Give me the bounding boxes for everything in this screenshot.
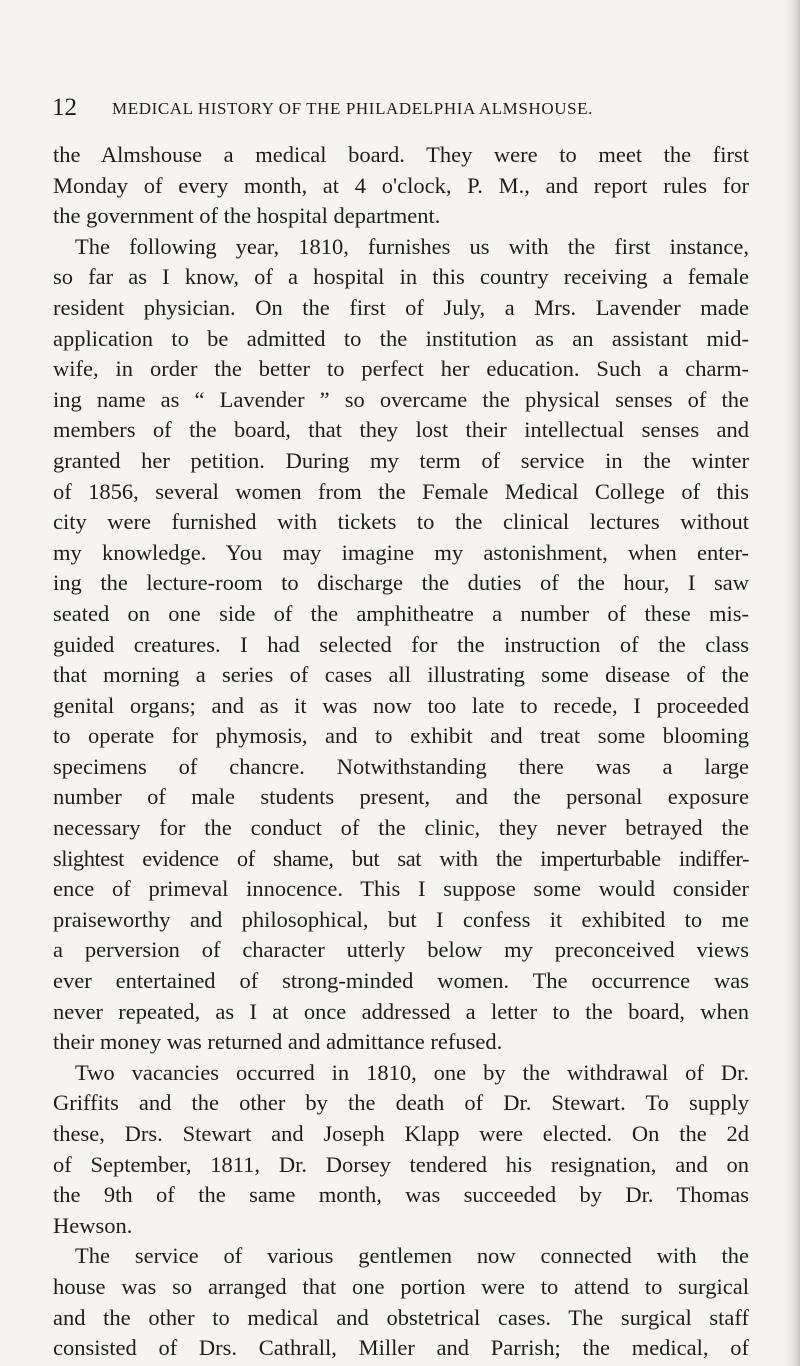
text-line: that morning a series of cases all illustrating some disease of the	[53, 662, 749, 688]
text-line: to operate for phymosis, and to exhibit and treat some blooming	[53, 723, 749, 749]
page-header	[52, 92, 752, 124]
page-number: 12	[52, 94, 77, 121]
text-line: granted her petition. During my term of service in the winter	[53, 447, 749, 473]
text-line: praiseworthy and philosophical, but I confess it exhibited to me	[53, 906, 749, 932]
text-line: my knowledge. You may imagine my astonishment, when enter-	[53, 539, 749, 565]
text-line: specimens of chancre. Notwithstanding there was a large	[53, 753, 749, 779]
text-line: Two vacancies occurred in 1810, one by the withdrawal of Dr.	[75, 1059, 749, 1085]
text-line: ever entertained of strong-minded women. The occurrence was	[53, 968, 749, 994]
text-line: their money was returned and admittance refused.	[53, 1029, 503, 1055]
text-line: house was so arranged that one portion were to attend to surgical	[53, 1273, 749, 1299]
text-line: these, Drs. Stewart and Joseph Klapp were elected. On the 2d	[53, 1121, 749, 1146]
text-line: never repeated, as I at once addressed a letter to the board, when	[53, 998, 749, 1024]
text-line: ing the lecture-room to discharge the duties of the hour, I saw	[53, 570, 749, 596]
page-edge-shadow	[784, 0, 800, 1366]
text-line: and the other to medical and obstetrical cases. The surgical staff	[53, 1304, 749, 1330]
text-line: The following year, 1810, furnishes us with the first instance,	[75, 233, 749, 259]
text-line: resident physician. On the first of July, a Mrs. Lavender made	[53, 294, 749, 320]
text-line: the government of the hospital department.	[53, 203, 441, 229]
text-line: guided creatures. I had selected for the instruction of the class	[53, 631, 749, 657]
text-line: the Almshouse a medical board. They were to meet the first	[53, 142, 749, 167]
text-line: The service of various gentlemen now connected with the	[75, 1243, 749, 1269]
text-line: necessary for the conduct of the clinic, they never betrayed the	[53, 815, 749, 841]
text-line: so far as I know, of a hospital in this country receiving a female	[53, 264, 749, 290]
text-line: city were furnished with tickets to the clinical lectures without	[53, 509, 749, 535]
text-line: the 9th of the same month, was succeeded by Dr. Thomas	[53, 1182, 749, 1208]
text-line: genital organs; and as it was now too late to recede, I proceeded	[53, 692, 749, 718]
text-line: number of male students present, and the personal exposure	[53, 784, 749, 810]
text-line: seated on one side of the amphitheatre a number of these mis-	[53, 600, 749, 626]
text-line: a perversion of character utterly below my preconceived views	[53, 937, 749, 963]
text-line: application to be admitted to the institution as an assistant mid-	[53, 325, 749, 351]
text-line: ence of primeval innocence. This I suppose some would consider	[53, 876, 749, 902]
text-line: wife, in order the better to perfect her education. Such a charm-	[53, 356, 749, 382]
body-text	[53, 140, 749, 1364]
text-line: of 1856, several women from the Female Medical College of this	[53, 478, 749, 504]
text-line: Monday of every month, at 4 o'clock, P. M., and report rules for	[53, 172, 749, 198]
text-line: Hewson.	[53, 1212, 133, 1238]
text-line: Griffits and the other by the death of Dr. Stewart. To supply	[53, 1090, 749, 1116]
running-head: MEDICAL HISTORY OF THE PHILADELPHIA ALMSHOUSE.	[112, 99, 593, 118]
text-line: of September, 1811, Dr. Dorsey tendered his resignation, and on	[53, 1151, 749, 1177]
text-line: consisted of Drs. Cathrall, Miller and Parrish; the medical, of	[53, 1335, 749, 1361]
text-line: slightest evidence of shame, but sat with the imperturbable indiffer-	[53, 845, 749, 871]
text-line: ing name as “ Lavender ” so overcame the physical senses of the	[53, 386, 749, 412]
text-line: members of the board, that they lost their intellectual senses and	[53, 417, 749, 443]
